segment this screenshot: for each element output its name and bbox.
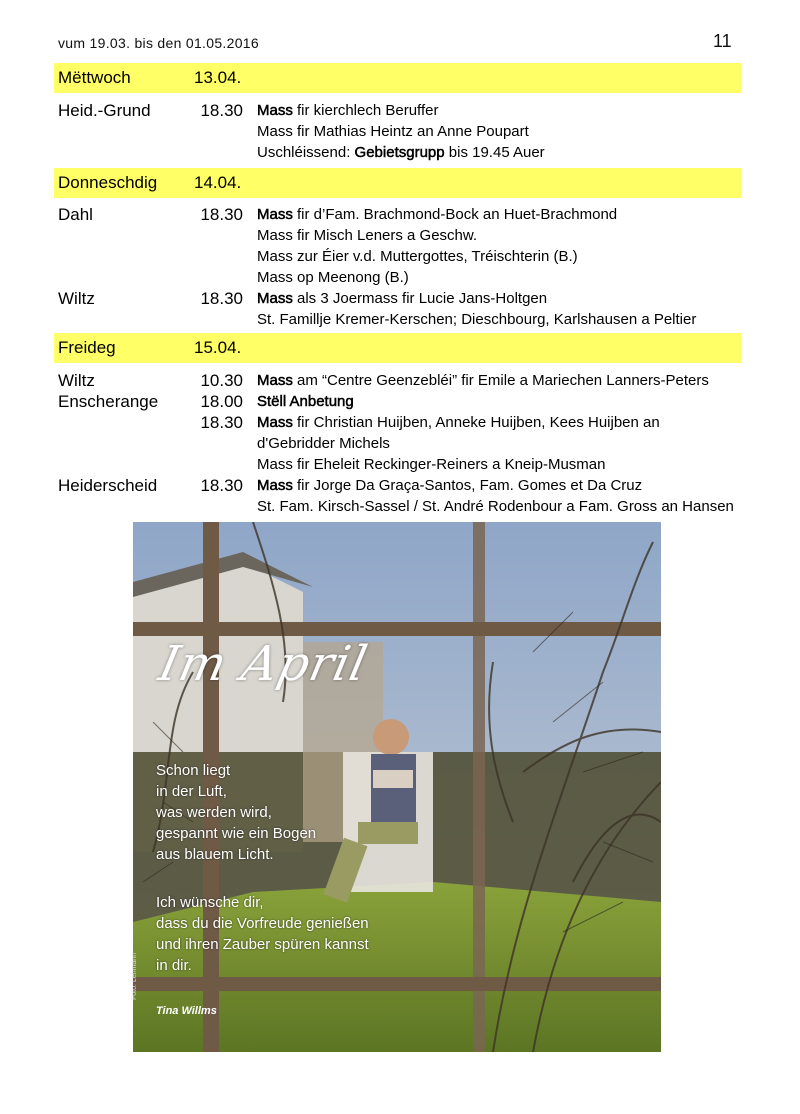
adoration-label: Stëll Anbetung — [257, 393, 354, 410]
entry-line: Mass zur Éier v.d. Muttergottes, Tréischterin (B.) — [257, 248, 578, 265]
photo-credit: Foto: Lehmann — [131, 952, 138, 1000]
poem-line: was werden wird, — [156, 804, 272, 821]
entry-text: fir Christian Huijben, Anneke Huijben, Kees Huijben an — [292, 414, 660, 431]
mass-time: 18.30 — [200, 289, 243, 308]
entry-text: Uschléissend: — [257, 144, 355, 161]
mass-label: Mass — [257, 290, 293, 307]
poem-line: in dir. — [156, 957, 192, 974]
page-header-range: vum 19.03. bis den 01.05.2016 — [58, 35, 259, 51]
poem-line: dass du die Vorfreude genießen — [156, 915, 369, 932]
place-name: Dahl — [58, 205, 93, 224]
entry-text: bis 19.45 Auer — [444, 144, 545, 161]
mass-time: 10.30 — [200, 371, 243, 390]
entry-line — [257, 144, 545, 161]
entry-line: Mass fir Misch Leners a Geschw. — [257, 227, 478, 244]
entry-text: fir kierchlech Beruffer — [292, 102, 439, 119]
mass-time: 18.30 — [200, 413, 243, 432]
mass-time: 18.00 — [200, 392, 243, 411]
entry-line: d'Gebridder Michels — [257, 435, 390, 452]
entry-line — [257, 414, 660, 431]
entry-bold: Gebietsgrupp — [354, 144, 445, 161]
entry-line — [257, 290, 547, 307]
day-date: 14.04. — [194, 173, 242, 192]
entry-line: Mass fir Eheleit Reckinger-Reiners a Kneip-Musman — [257, 456, 606, 473]
mass-label: Mass — [257, 372, 293, 389]
entry-line — [257, 206, 617, 223]
entry-text: am “Centre Geenzebléi” fir Emile a Mariechen Lanners-Peters — [292, 372, 709, 389]
place-name: Heiderscheid — [58, 476, 158, 495]
mass-time: 18.30 — [200, 205, 243, 224]
entry-line: St. Famillje Kremer-Kerschen; Dieschbourg, Karlshausen a Peltier — [257, 311, 697, 328]
poem-line: Ich wünsche dir, — [156, 894, 264, 911]
mass-label: Mass — [257, 414, 293, 431]
page-number: 11 — [713, 31, 732, 51]
mass-label: Mass — [257, 102, 293, 119]
place-name: Enscherange — [58, 392, 159, 411]
entry-text: als 3 Joermass fir Lucie Jans-Holtgen — [292, 290, 548, 307]
poem-line: gespannt wie ein Bogen — [156, 825, 317, 842]
poem-line: in der Luft, — [156, 783, 227, 800]
entry-line — [257, 477, 642, 494]
poem-line: aus blauem Licht. — [156, 846, 274, 863]
mass-label: Mass — [257, 206, 293, 223]
place-name: Wiltz — [58, 289, 95, 308]
entry-line: Mass op Meenong (B.) — [257, 269, 409, 286]
entry-line: Mass fir Mathias Heintz an Anne Poupart — [257, 123, 529, 140]
mass-label: Mass — [257, 477, 293, 494]
entry-line: St. Fam. Kirsch-Sassel / St. André Rodenbour a Fam. Gross an Hansen — [257, 498, 734, 515]
poem-line: und ihren Zauber spüren kannst — [156, 936, 369, 953]
day-name: Freideg — [58, 338, 116, 357]
poem-author: Tina Willms — [156, 1005, 217, 1017]
day-band-wednesday — [54, 63, 741, 93]
entry-line — [257, 393, 354, 410]
place-name: Wiltz — [58, 371, 95, 390]
day-date: 13.04. — [194, 68, 242, 87]
day-band-thursday — [54, 168, 741, 198]
entry-line — [257, 102, 438, 119]
day-name: Mëttwoch — [58, 68, 131, 87]
entry-text: fir d’Fam. Brachmond-Bock an Huet-Brachmond — [292, 206, 618, 223]
mass-time: 18.30 — [200, 101, 243, 120]
day-band-friday — [54, 333, 741, 363]
poem-line: Schon liegt — [156, 762, 231, 779]
place-name: Heid.-Grund — [58, 101, 151, 120]
mass-time: 18.30 — [200, 476, 243, 495]
day-name: Donneschdig — [58, 173, 158, 192]
day-date: 15.04. — [194, 338, 242, 357]
poster-title: Im April — [154, 636, 373, 692]
entry-text: fir Jorge Da Graça-Santos, Fam. Gomes et Da Cruz — [292, 477, 643, 494]
entry-line — [257, 372, 709, 389]
